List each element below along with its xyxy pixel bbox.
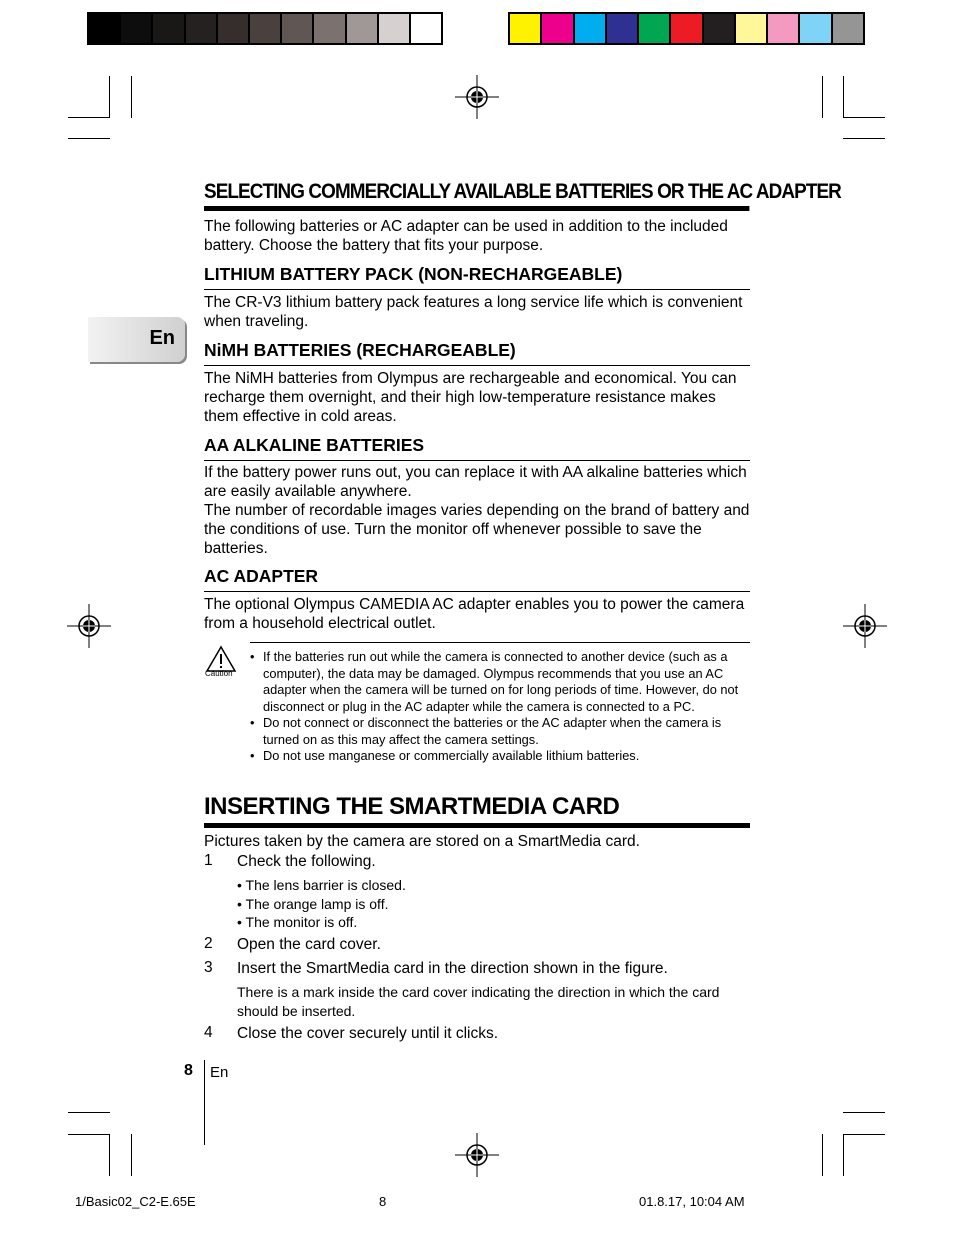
color-swatch xyxy=(768,14,800,43)
list-item: • The lens barrier is closed. xyxy=(237,877,406,893)
color-swatch xyxy=(575,14,607,43)
crop-mark xyxy=(843,1134,885,1135)
ac-heading: AC ADAPTER xyxy=(204,566,750,592)
aa-heading: AA ALKALINE BATTERIES xyxy=(204,435,750,461)
process-color-bar xyxy=(508,12,865,45)
language-tab xyxy=(88,317,185,362)
registration-mark-icon xyxy=(67,604,111,648)
crop-mark xyxy=(843,1112,885,1113)
crop-mark xyxy=(131,1134,132,1176)
crop-mark xyxy=(131,76,132,118)
caution-box xyxy=(250,642,750,765)
caution-item: • If the batteries run out while the camera is connected to another device (such as a computer), the data may be damaged. Olympus recommends that you use an AC adapter when the camera will be turned on for long periods of time. However, do not disconnect or plug in the AC adapter while the camera is connected to a PC. xyxy=(250,649,750,715)
list-item: • The monitor is off. xyxy=(237,914,358,930)
check-list xyxy=(237,876,747,932)
registration-mark-icon xyxy=(843,604,887,648)
section-title-batteries: SELECTING COMMERCIALLY AVAILABLE BATTERIES OR THE AC ADAPTER xyxy=(204,180,749,211)
crop-mark xyxy=(843,76,844,118)
step-text: Close the cover securely until it clicks. xyxy=(237,1025,499,1042)
file-name: 1/Basic02_C2-E.65E xyxy=(75,1194,196,1209)
color-swatch xyxy=(379,14,411,43)
caution-label: Caution xyxy=(205,669,233,678)
crop-mark xyxy=(843,1134,844,1176)
color-swatch xyxy=(250,14,282,43)
color-swatch xyxy=(186,14,218,43)
color-swatch xyxy=(282,14,314,43)
aa-text xyxy=(204,463,750,558)
nimh-text: The NiMH batteries from Olympus are rechargeable and economical. You can recharge them overnight, and their high low-temperature resistance makes them effective in cold areas. xyxy=(204,370,737,425)
grayscale-color-bar xyxy=(87,12,443,45)
aa-text-1: If the battery power runs out, you can replace it with AA alkaline batteries which are easily available anywhere. xyxy=(204,464,747,500)
step-text: Check the following. xyxy=(237,853,376,870)
crop-mark xyxy=(109,76,110,118)
step-number: 4 xyxy=(204,1024,213,1041)
color-swatch xyxy=(607,14,639,43)
color-swatch xyxy=(671,14,703,43)
step-number: 3 xyxy=(204,959,213,976)
step-text: Open the card cover. xyxy=(237,936,381,953)
lithium-heading: LITHIUM BATTERY PACK (NON-RECHARGEABLE) xyxy=(204,264,750,290)
step-number: 1 xyxy=(204,852,213,869)
lithium-text: The CR-V3 lithium battery pack features a long service life which is convenient when traveling. xyxy=(204,294,743,330)
color-swatch xyxy=(736,14,768,43)
step-note: There is a mark inside the card cover indicating the direction in which the card should be inserted. xyxy=(237,984,720,1019)
crop-mark xyxy=(822,1134,823,1176)
nimh-heading: NiMH BATTERIES (RECHARGEABLE) xyxy=(204,340,750,366)
crop-mark xyxy=(68,117,110,118)
color-swatch xyxy=(704,14,736,43)
color-swatch xyxy=(153,14,185,43)
color-swatch xyxy=(800,14,832,43)
caution-item: • Do not use manganese or commercially available lithium batteries. xyxy=(250,748,750,765)
color-swatch xyxy=(510,14,542,43)
caution-item: • Do not connect or disconnect the batteries or the AC adapter when the camera is turned on as this may affect the camera settings. xyxy=(250,715,750,748)
timestamp: 01.8.17, 10:04 AM xyxy=(639,1194,745,1209)
crop-mark xyxy=(68,1112,110,1113)
list-item: • The orange lamp is off. xyxy=(237,895,389,912)
step-text: Insert the SmartMedia card in the direction shown in the figure. xyxy=(237,960,668,977)
registration-mark-icon xyxy=(455,1133,499,1177)
language-tab-label: En xyxy=(149,327,175,349)
crop-mark xyxy=(843,117,885,118)
color-swatch xyxy=(218,14,250,43)
color-swatch xyxy=(542,14,574,43)
aa-text-2: The number of recordable images varies depending on the brand of battery and the conditions of use. Turn the monitor off whenever possible to save the batteries. xyxy=(204,502,750,557)
color-swatch xyxy=(411,14,441,43)
section-title-smartmedia: INSERTING THE SMARTMEDIA CARD xyxy=(204,793,750,828)
color-swatch xyxy=(347,14,379,43)
step-number: 2 xyxy=(204,935,213,952)
crop-mark xyxy=(68,138,110,139)
registration-mark-icon xyxy=(455,75,499,119)
color-swatch xyxy=(639,14,671,43)
crop-mark xyxy=(68,1134,110,1135)
page-number-divider xyxy=(204,1060,205,1145)
crop-mark xyxy=(109,1134,110,1176)
smartmedia-intro: Pictures taken by the camera are stored on a SmartMedia card. xyxy=(204,833,640,850)
batteries-intro: The following batteries or AC adapter can be used in addition to the included battery. Choose the battery that fits your purpose. xyxy=(204,218,728,254)
page-number: 8 xyxy=(184,1062,193,1079)
page-language: En xyxy=(210,1064,229,1081)
crop-mark xyxy=(822,76,823,118)
color-swatch xyxy=(833,14,863,43)
color-swatch xyxy=(89,14,121,43)
color-swatch xyxy=(314,14,346,43)
ac-text: The optional Olympus CAMEDIA AC adapter enables you to power the camera from a household electrical outlet. xyxy=(204,596,745,632)
center-page-number: 8 xyxy=(379,1194,387,1209)
color-swatch xyxy=(121,14,153,43)
crop-mark xyxy=(843,138,885,139)
